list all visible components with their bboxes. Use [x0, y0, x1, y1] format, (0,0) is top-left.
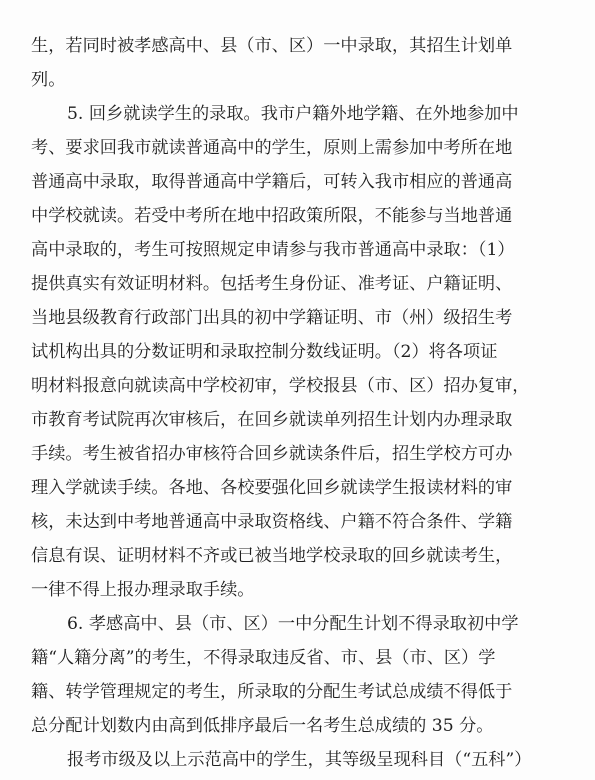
text-line: 6. 孝感高中、县（市、区）一中分配生计划不得录取初中学 [67, 614, 519, 634]
text-line: 信息有误、证明材料不齐或已被当地学校录取的回乡就读考生， [31, 546, 513, 566]
text-line: 考、要求回我市就读普通高中的学生，原则上需参加中考所在地 [31, 138, 513, 158]
text-line: 总分配计划数内由高到低排序最后一名考生总成绩的 35 分。 [31, 716, 494, 736]
text-line: 列。 [31, 70, 66, 90]
text-line: 普通高中录取，取得普通高中学籍后，可转入我市相应的普通高 [31, 172, 513, 192]
text-line: 籍、转学管理规定的考生，所录取的分配生考试总成绩不得低于 [31, 682, 513, 702]
text-line: 中学校就读。若受中考所在地中招政策所限，不能参与当地普通 [31, 206, 513, 226]
text-line: 试机构出具的分数证明和录取控制分数线证明。（2）将各项证 [31, 342, 498, 362]
text-line: 当地县级教育行政部门出具的初中学籍证明、市（州）级招生考 [31, 308, 513, 328]
text-line: 籍“人籍分离”的考生，不得录取违反省、市、县（市、区）学 [31, 648, 496, 668]
text-line: 提供真实有效证明材料。包括考生身份证、准考证、户籍证明、 [31, 274, 513, 294]
text-line: 明材料报意向就读高中学校初审，学校报县（市、区）招办复审， [31, 376, 530, 396]
text-line: 核，未达到中考地普通高中录取资格线、户籍不符合条件、学籍 [31, 512, 513, 532]
text-line: 理入学就读手续。各地、各校要强化回乡就读学生报读材料的审 [31, 478, 513, 498]
text-line: 一律不得上报办理录取手续。 [31, 580, 255, 600]
text-line: 市教育考试院再次审核后，在回乡就读单列招生计划内办理录取 [31, 410, 513, 430]
text-line: 报考市级及以上示范高中的学生，其等级呈现科目（“五科”） [67, 750, 532, 770]
text-line: 生，若同时被孝感高中、县（市、区）一中录取，其招生计划单 [31, 36, 513, 56]
text-line: 高中录取的，考生可按照规定申请参与我市普通高中录取：（1） [31, 240, 515, 260]
text-line: 手续。考生被省招办审核符合回乡就读条件后，招生学校方可办 [31, 444, 513, 464]
text-line: 5. 回乡就读学生的录取。我市户籍外地学籍、在外地参加中 [67, 104, 519, 124]
